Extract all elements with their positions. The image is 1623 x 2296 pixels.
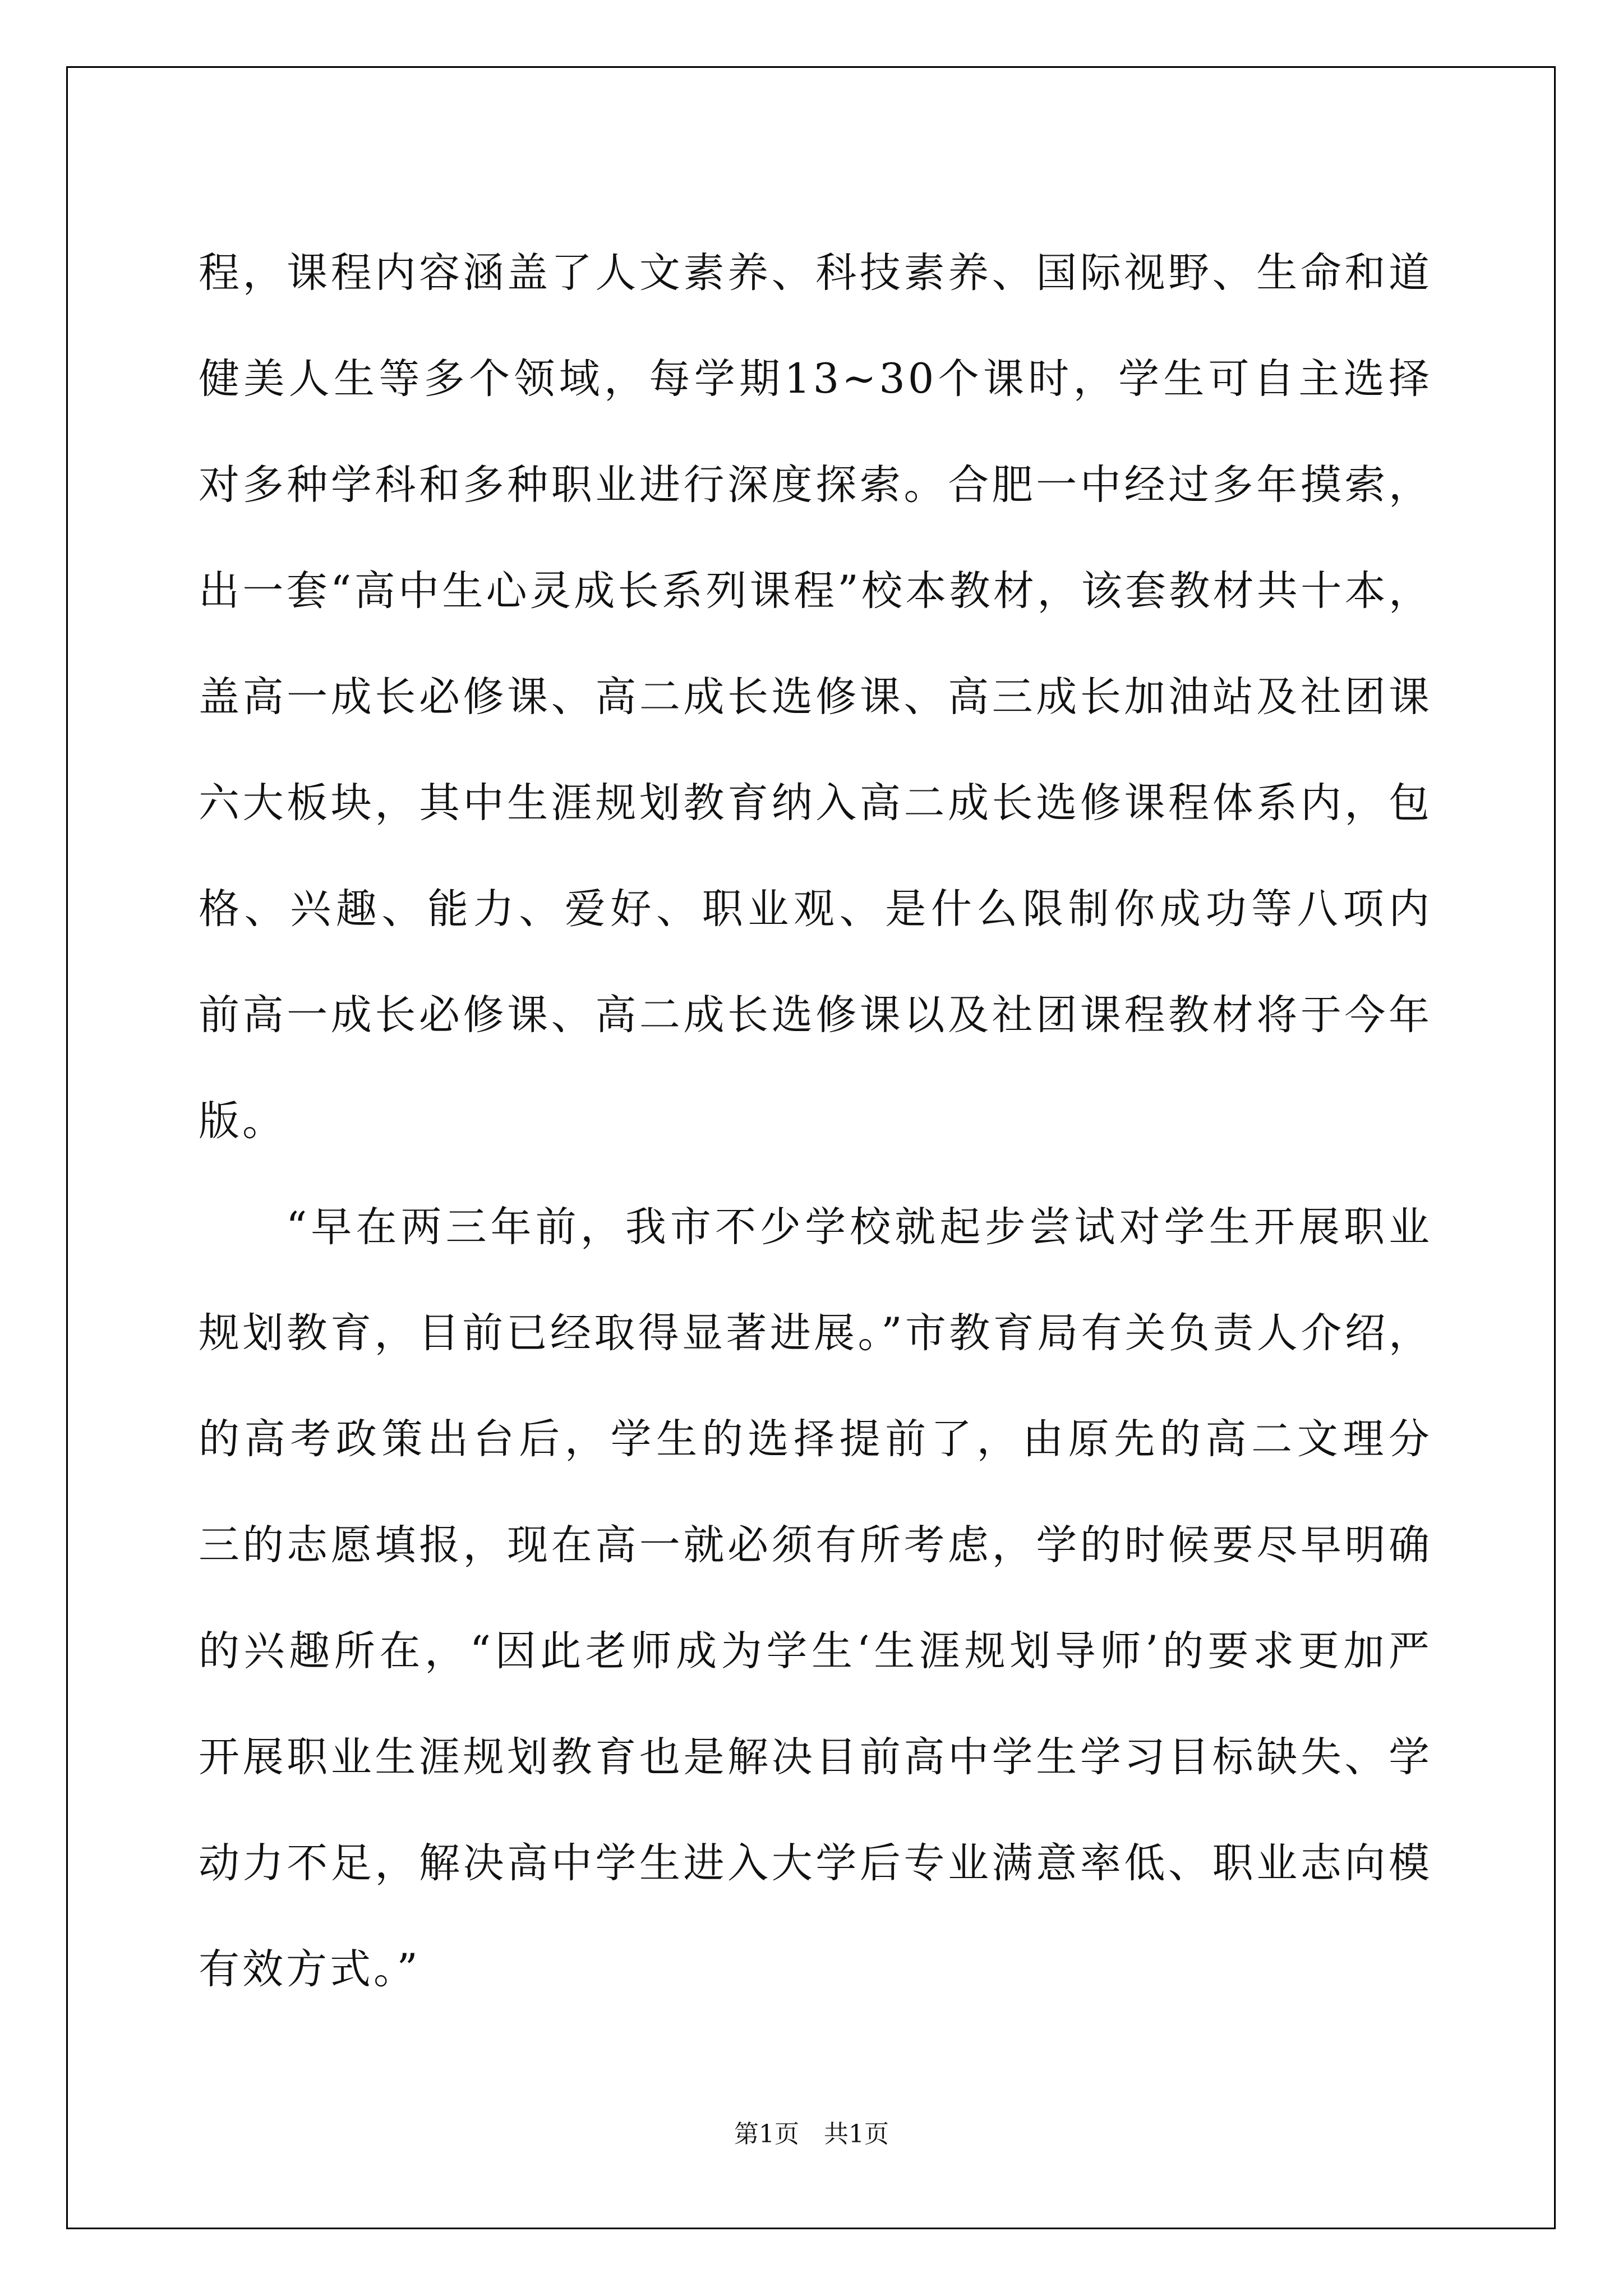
paragraph-1-line: 出一套“高中生心灵成长系列课程”校本教材，该套教材共十本，: [199, 567, 1432, 615]
paragraph-1-line: 健美人生等多个领域，每学期13~30个课时，学生可自主选择: [199, 355, 1432, 403]
paragraph-1-line: 格、兴趣、能力、爱好、职业观、是什么限制你成功等八项内: [199, 885, 1432, 933]
paragraph-2-line: 的高考政策出台后，学生的选择提前了，由原先的高二文理分: [199, 1415, 1432, 1463]
paragraph-2-line: 有效方式。”: [199, 1945, 421, 1993]
page-number: 第1页: [734, 2120, 799, 2148]
paragraph-2-line: “早在两三年前，我市不少学校就起步尝试对学生开展职业: [286, 1203, 1432, 1251]
page-total: 共1页: [824, 2120, 889, 2148]
document-body: [199, 220, 1432, 2022]
paragraph-2-line: 规划教育，目前已经取得显著进展。”市教育局有关负责人介绍，: [199, 1309, 1432, 1357]
paragraph-1-line: 程，课程内容涵盖了人文素养、科技素养、国际视野、生命和道: [199, 249, 1432, 297]
paragraph-1-line: 前高一成长必修课、高二成长选修课以及社团课程教材将于今年: [199, 991, 1432, 1039]
paragraph-2-line: 开展职业生涯规划教育也是解决目前高中学生学习目标缺失、学: [199, 1733, 1432, 1781]
paragraph-2-line: 的兴趣所在，“因此老师成为学生‘生涯规划导师’的要求更加严: [199, 1627, 1432, 1675]
paragraph-1-line: 六大板块，其中生涯规划教育纳入高二成长选修课程体系内，包: [199, 779, 1432, 827]
page-footer: [0, 2114, 1623, 2150]
paragraph-1-line: 盖高一成长必修课、高二成长选修课、高三成长加油站及社团课: [199, 673, 1432, 721]
paragraph-1-line: 版。: [199, 1097, 286, 1145]
paragraph-1-line: 对多种学科和多种职业进行深度探索。合肥一中经过多年摸索，: [199, 461, 1432, 509]
paragraph-2-line: 动力不足，解决高中学生进入大学后专业满意率低、职业志向模: [199, 1839, 1432, 1887]
paragraph-2-line: 三的志愿填报，现在高一就必须有所考虑，学的时候要尽早明确: [199, 1521, 1432, 1569]
